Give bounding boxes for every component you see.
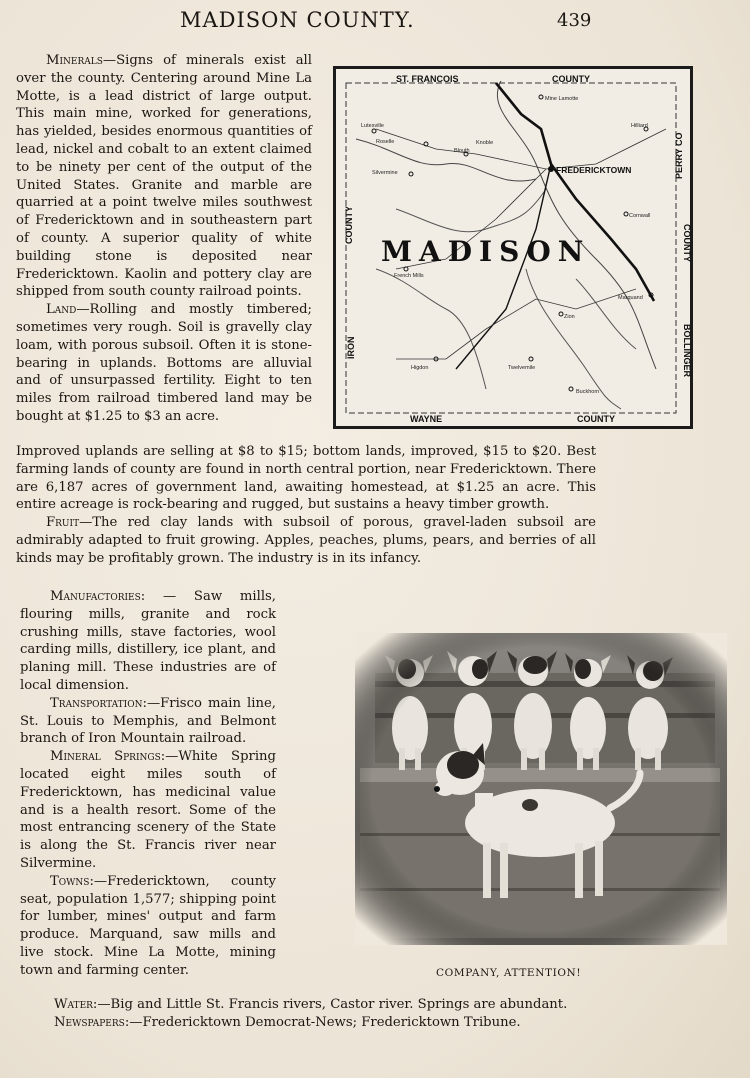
town-dot — [624, 212, 628, 216]
road-line-3 — [396, 289, 636, 359]
manufactories-text: : — Saw mills, flouring mills, granite and rock crushing mills, stave factories, wool carding mills, distillery, ice plant, and planing mill. These industries are of local dimension. — [20, 589, 276, 693]
fruit-heading: Fruit — [46, 515, 80, 531]
place-label: Zion — [564, 314, 575, 320]
county-map-drawing — [336, 69, 690, 426]
dogs-photograph — [355, 633, 727, 945]
north-county-suffix: COUNTY — [552, 74, 590, 84]
road-line — [376, 129, 666, 169]
fredericktown-label: FREDERICKTOWN — [556, 165, 632, 175]
text-column-left-top — [16, 52, 312, 426]
river-line-4 — [396, 189, 546, 232]
minerals-paragraph — [16, 52, 312, 301]
ne-county-label: PERRY CO — [674, 132, 684, 179]
county-map — [333, 66, 693, 429]
place-label: Lutesville — [361, 123, 384, 129]
town-dot — [409, 172, 413, 176]
place-label: Higdon — [411, 365, 429, 371]
land-heading: Land — [46, 302, 77, 318]
springs-heading: Mineral Springs — [50, 749, 161, 765]
place-label: Knoble — [476, 140, 494, 146]
west-county-suffix: COUNTY — [344, 206, 354, 244]
page-number: 439 — [557, 10, 592, 31]
place-label: Marquand — [618, 295, 643, 301]
place-label: Cornwall — [629, 213, 651, 219]
water-heading: Water — [54, 997, 93, 1012]
newspapers-heading: Newspapers — [54, 1014, 125, 1030]
photo-caption: COMPANY, ATTENTION! — [436, 967, 582, 979]
place-label: Roselle — [376, 139, 395, 145]
text-full-width — [16, 443, 596, 568]
towns-text: :—Fredericktown, county seat, population 1,577; shipping point for lumber, mines' output and farm produce. Marquand, saw mills and live stock. Mine La Motte, mining town and farming center. — [20, 873, 276, 978]
water-paragraph — [24, 996, 602, 1014]
transportation-heading: Transportation — [50, 695, 143, 711]
land-paragraph — [16, 301, 312, 426]
place-label: Silvermine — [372, 170, 398, 176]
land-continued: Improved uplands are selling at $8 to $15; bottom lands, improved, $15 to $20. Best farming lands of county are found in north central portion, near Fredericktown. There are 6,187 acres of government land, awaiting homestead, at $1.25 an acre. This entire acreage is rock-bearing and rugged, but sustains a heavy timber growth. — [16, 444, 596, 513]
place-label: Buckhorn — [576, 389, 600, 395]
minerals-text: —Signs of minerals exist all over the county. Centering around Mine La Motte, is a lead district of large output. This main mine, worked for generations, has yielded, besides enormous quantities of lead, nickel and cobalt to an extent claimed to be ninety per cent of the output of the United States. Granite and marble are quarried at a point twelve miles southwest of Fredericktown and in southeastern part of county. A superior quality of white building stone is deposited near Fredericktown. Kaolin and pottery clay are shipped from south county railroad points. — [16, 53, 312, 300]
river-line-6 — [576, 279, 636, 349]
map-county-title: MADISON — [381, 235, 591, 268]
town-dot — [559, 312, 563, 316]
dogs-photo-drawing — [355, 633, 727, 945]
text-column-left-bottom — [20, 588, 276, 980]
place-label: Blouth — [454, 148, 470, 154]
town-dot — [539, 95, 543, 99]
town-dot — [569, 387, 573, 391]
east-county-name: BOLLINGER — [682, 324, 692, 377]
fruit-text: —The red clay lands with subsoil of porous, gravel-laden subsoil are admirably adapted to fruit growing. Apples, peaches, plums, pears, and berries of all kinds may be profitably grown. The industry is in its infancy. — [16, 515, 596, 566]
towns-paragraph — [20, 873, 276, 980]
place-label: Mine Lamotte — [545, 96, 579, 102]
place-label: Hilliard — [631, 123, 648, 129]
transportation-paragraph — [20, 695, 276, 748]
fruit-paragraph — [16, 514, 596, 567]
south-county-suffix: COUNTY — [577, 414, 615, 424]
town-dot — [529, 357, 533, 361]
place-label: Twelvemile — [508, 365, 536, 371]
towns-heading: Towns — [50, 873, 90, 889]
water-text: :—Big and Little St. Francis rivers, Castor river. Springs are abundant. — [92, 997, 568, 1012]
minerals-heading: Minerals — [46, 53, 103, 68]
river-line-3 — [376, 269, 486, 389]
newspapers-paragraph — [24, 1014, 602, 1032]
manufactories-heading: Manufactories — [50, 589, 141, 604]
railroad-main — [496, 83, 654, 301]
springs-text: :—White Spring located eight miles south of Fredericktown, has medicinal value and is a health resort. Some of the most entrancing scenery of the State is along the St. Francis river near Silvermine. — [20, 749, 276, 871]
page-title: MADISON COUNTY. — [180, 8, 415, 32]
river-line-5 — [526, 269, 621, 409]
east-county-suffix: COUNTY — [682, 224, 692, 262]
north-county-name: ST. FRANCOIS — [396, 74, 459, 84]
town-dot — [548, 166, 554, 172]
manufactories-paragraph — [20, 588, 276, 695]
transportation-text: :—Frisco main line, St. Louis to Memphis, and Belmont branch of Iron Mountain railroad. — [20, 695, 276, 747]
photo-vignette — [355, 633, 727, 945]
place-label: French Mills — [394, 273, 424, 279]
town-dot — [372, 129, 376, 133]
west-county-name: IRON — [346, 336, 356, 359]
south-county-name: WAYNE — [410, 414, 443, 424]
land-text: —Rolling and mostly timbered; sometimes very rough. Soil is gravelly clay loam, with porous subsoil. Often it is stone-bearing in uplands. Bottoms are alluvial and of unsurpassed fertility. Eight to ten miles from railroad timbered land may be bought at $1.25 to $3 an acre. — [16, 302, 312, 424]
text-bottom — [24, 996, 602, 1032]
springs-paragraph — [20, 748, 276, 873]
newspapers-text: :—Fredericktown Democrat-News; Fredericktown Tribune. — [124, 1014, 521, 1030]
